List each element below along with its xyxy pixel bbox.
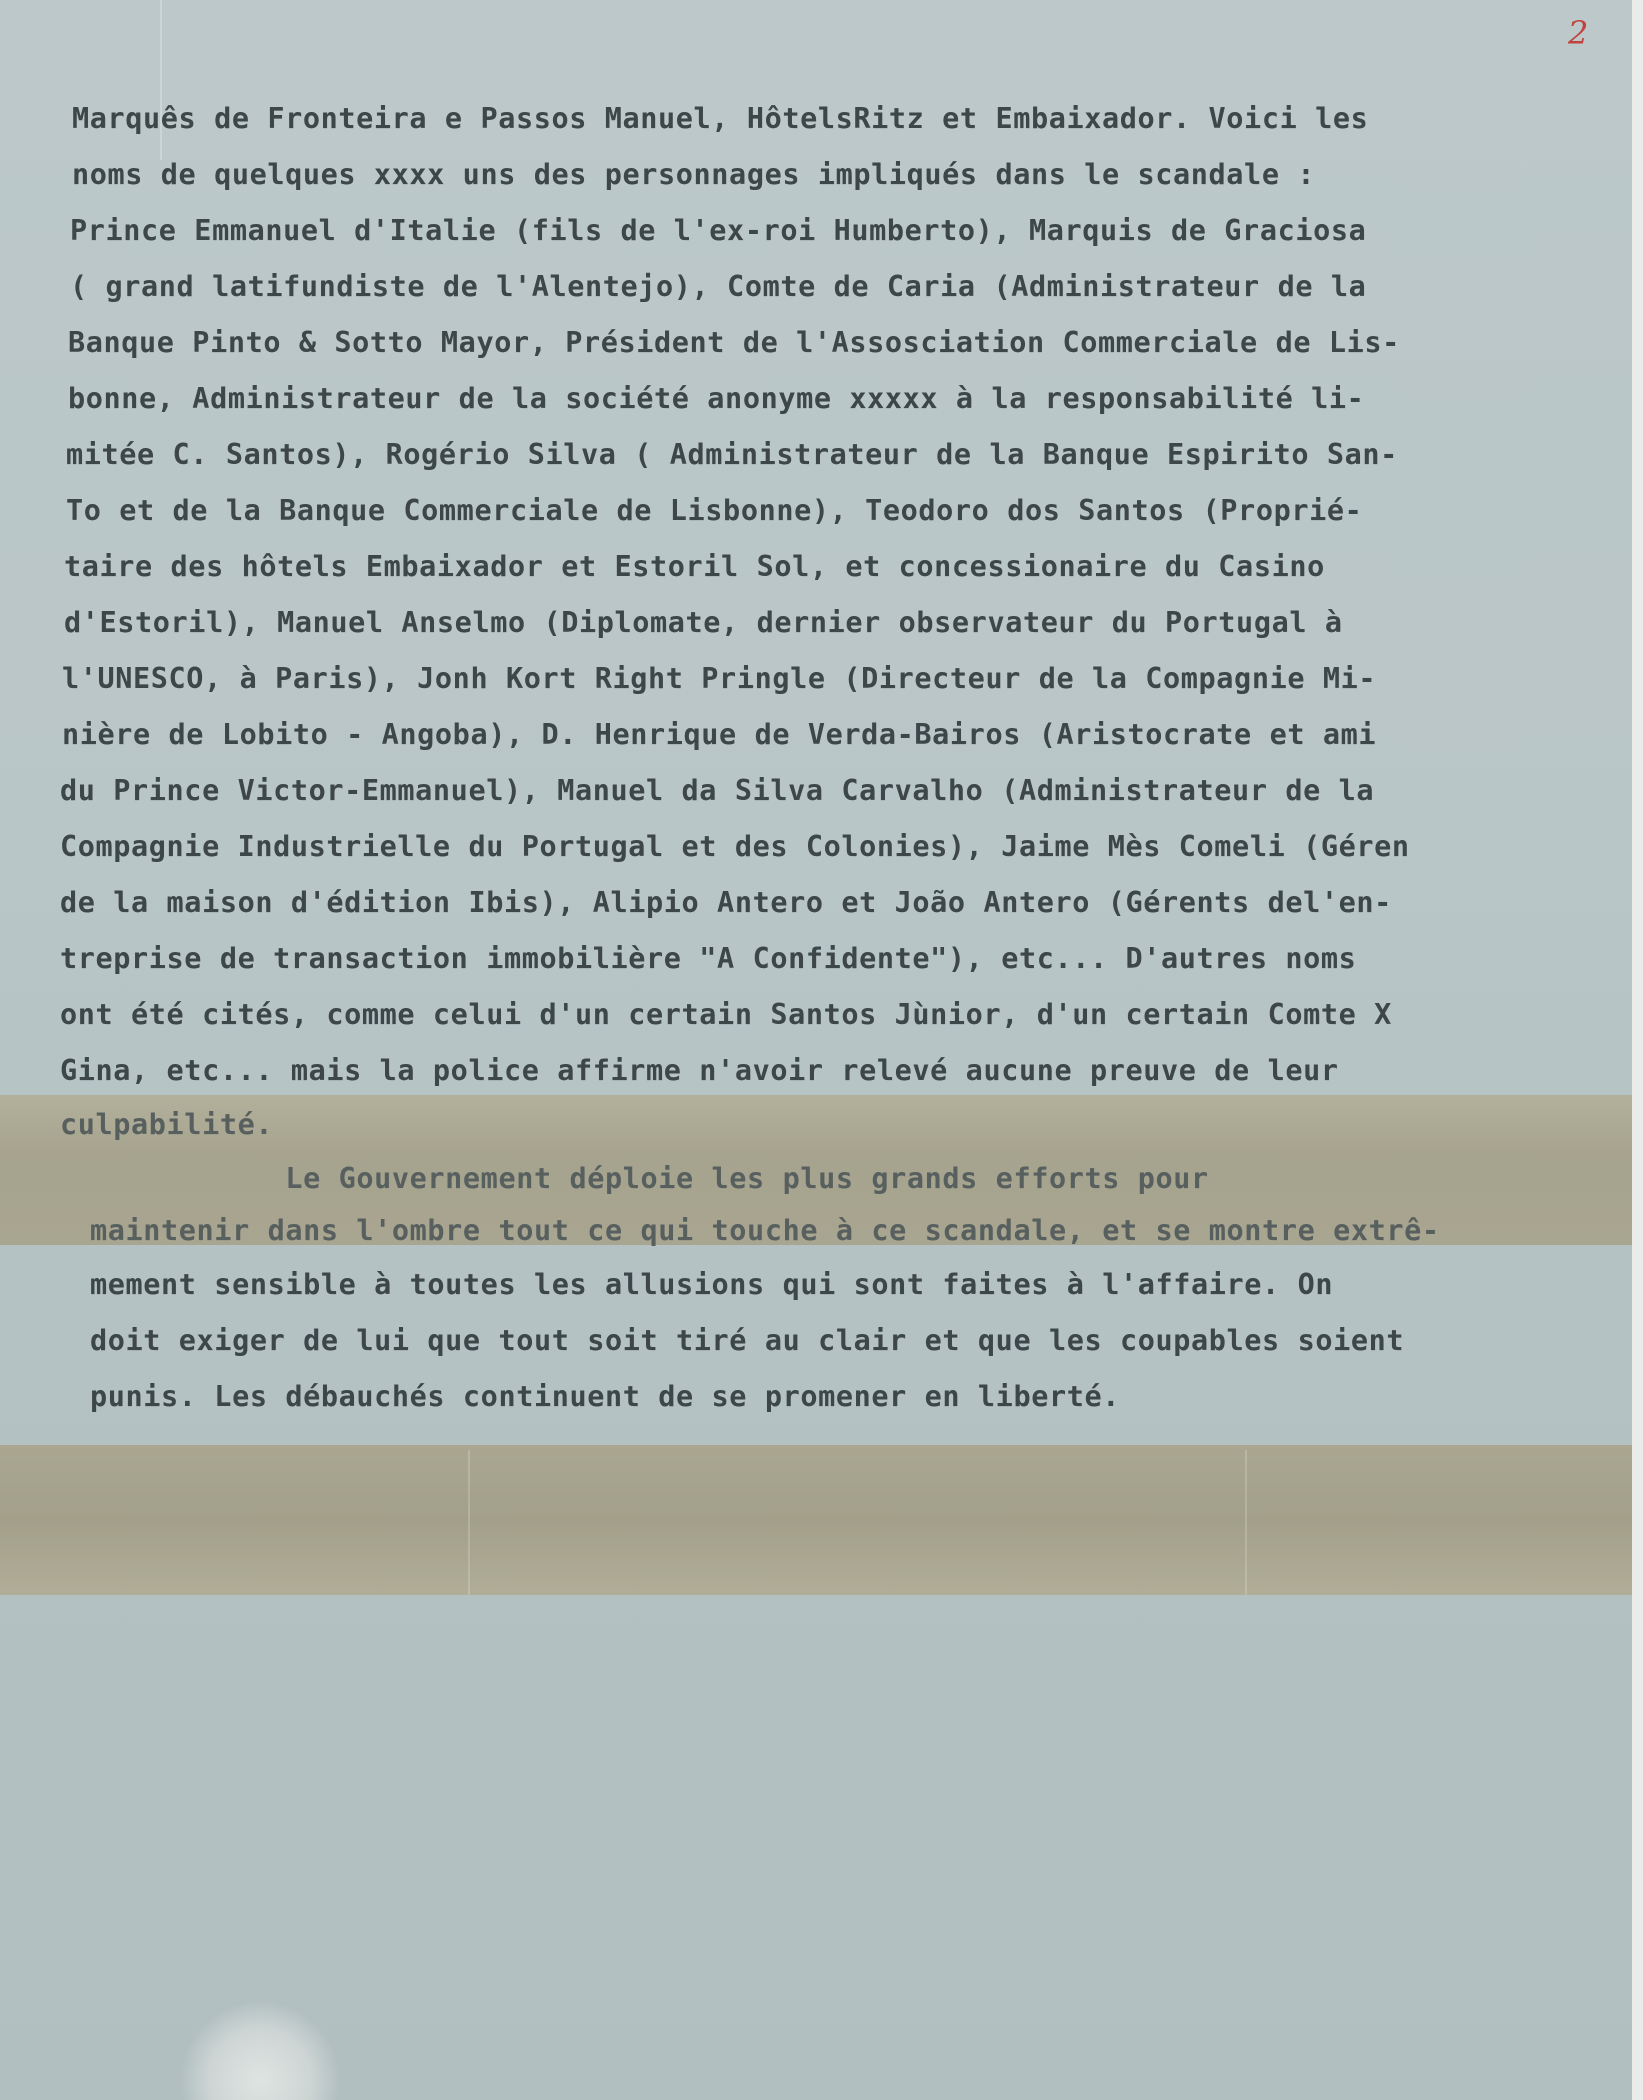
text-line: ont été cités, comme celui d'un certain Santos Jùnior, d'un certain Comte X — [60, 998, 1392, 1031]
text-line: mement sensible à toutes les allusions qui sont faites à l'affaire. On — [90, 1268, 1334, 1301]
torn-corner — [180, 2000, 340, 2100]
text-line: Prince Emmanuel d'Italie (fils de l'ex-roi Humberto), Marquis de Graciosa — [70, 214, 1367, 247]
text-line: de la maison d'édition Ibis), Alipio Antero et João Antero (Gérents del'en- — [60, 886, 1392, 919]
text-line: To et de la Banque Commerciale de Lisbonne), Teodoro dos Santos (Proprié- — [66, 494, 1363, 527]
text-line: d'Estoril), Manuel Anselmo (Diplomate, dernier observateur du Portugal à — [64, 606, 1343, 639]
text-line: Banque Pinto & Sotto Mayor, Président de l'Assosciation Commerciale de Lis- — [68, 326, 1400, 359]
text-line: treprise de transaction immobilière "A Confidente"), etc... D'autres noms — [60, 942, 1357, 975]
text-line: ( grand latifundiste de l'Alentejo), Comte de Caria (Administrateur de la — [70, 270, 1367, 303]
text-line: du Prince Victor-Emmanuel), Manuel da Silva Carvalho (Administrateur de la — [60, 774, 1375, 807]
text-line: Gina, etc... mais la police affirme n'avoir relevé aucune preuve de leur — [60, 1054, 1339, 1087]
page-edge — [1632, 0, 1643, 2100]
paper-crease — [160, 0, 162, 160]
page-number: 2 — [1568, 14, 1589, 52]
text-line: mitée C. Santos), Rogério Silva ( Administrateur de la Banque Espirito San- — [66, 438, 1398, 471]
tape-band-lower — [0, 1445, 1632, 1595]
text-line: taire des hôtels Embaixador et Estoril Sol, et concessionaire du Casino — [64, 550, 1325, 583]
text-line: bonne, Administrateur de la société anonyme xxxxx à la responsabilité li- — [68, 382, 1365, 415]
text-line: culpabilité. — [60, 1108, 274, 1141]
text-line: Marquês de Fronteira e Passos Manuel, HôtelsRitz et Embaixador. Voici les — [72, 102, 1369, 135]
text-line: l'UNESCO, à Paris), Jonh Kort Right Pringle (Directeur de la Compagnie Mi- — [62, 662, 1377, 695]
text-line: punis. Les débauchés continuent de se promener en liberté. — [90, 1380, 1120, 1413]
text-line: doit exiger de lui que tout soit tiré au clair et que les coupables soient — [90, 1324, 1405, 1357]
text-line: Le Gouvernement déploie les plus grands efforts pour — [90, 1162, 1209, 1195]
paper-crease — [1245, 1450, 1247, 1595]
text-line: Compagnie Industrielle du Portugal et des Colonies), Jaime Mès Comeli (Géren — [60, 830, 1410, 863]
paper-crease — [468, 1450, 470, 1595]
text-line: noms de quelques xxxx uns des personnages impliqués dans le scandale : — [72, 158, 1316, 191]
text-line: nière de Lobito - Angoba), D. Henrique de Verda-Bairos (Aristocrate et ami — [62, 718, 1377, 751]
text-line: maintenir dans l'ombre tout ce qui touche à ce scandale, et se montre extrê- — [90, 1214, 1440, 1247]
